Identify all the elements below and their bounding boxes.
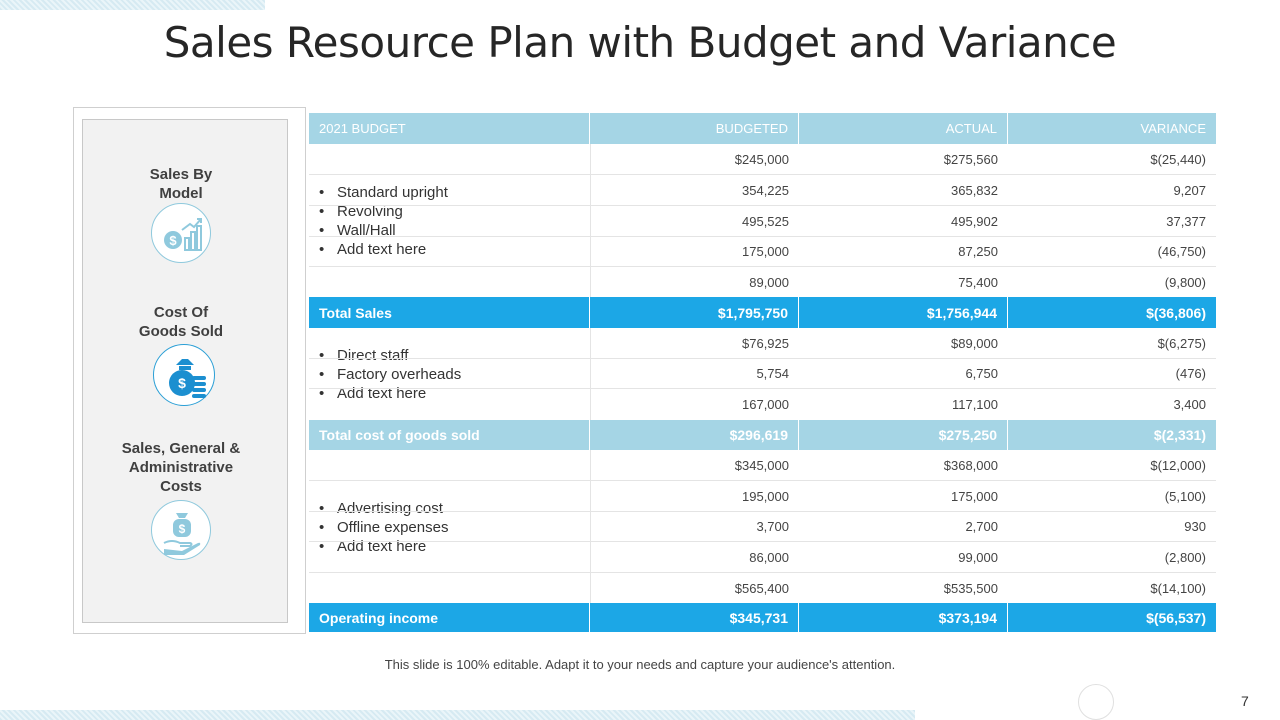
sidebar-label-cogs: Cost Of Goods Sold	[138, 304, 224, 340]
table-row	[309, 359, 1216, 389]
list-item: • Add text here	[319, 240, 448, 259]
total-sales-row	[309, 297, 1216, 328]
money-bag-icon	[153, 344, 215, 406]
budgeted-cell: $345,000	[590, 450, 799, 480]
list-item: • Add text here	[319, 537, 448, 556]
list-item: • Add text here	[319, 384, 461, 403]
budgeted-cell: $245,000	[590, 144, 799, 174]
budgeted-cell: 89,000	[590, 267, 799, 297]
svg-text:$: $	[169, 233, 177, 248]
table-row	[309, 481, 1216, 512]
total-budgeted: $1,795,750	[590, 297, 799, 328]
sidebar-label-sga: Sales, General & Administrative Costs	[121, 440, 241, 495]
table-row	[309, 573, 1216, 603]
table-row	[309, 206, 1216, 237]
actual-cell: 495,902	[951, 213, 998, 229]
actual-cell: $275,560	[943, 151, 998, 167]
table-row	[309, 144, 1216, 175]
header-actual: ACTUAL	[799, 113, 1008, 144]
page-circle-decoration	[1078, 684, 1114, 720]
budgeted-cell: 167,000	[590, 389, 799, 420]
variance-cell: 9,207	[1173, 182, 1206, 198]
variance-cell: 3,400	[1173, 397, 1206, 412]
variance-cell: $(12,000)	[1150, 457, 1206, 473]
variance-cell: (46,750)	[1157, 244, 1206, 259]
bottom-decorative-stripe	[0, 710, 915, 720]
total-variance: $(36,806)	[1146, 304, 1206, 321]
total-variance: $(56,537)	[1146, 609, 1206, 626]
header-budgeted: BUDGETED	[590, 113, 799, 144]
table-row	[309, 389, 1216, 420]
page-number: 7	[1241, 693, 1249, 709]
budgeted-cell: 175,000	[590, 237, 799, 266]
total-variance: $(2,331)	[1153, 427, 1206, 443]
budgeted-cell: 86,000	[590, 542, 799, 572]
table-header-row	[309, 113, 1216, 144]
actual-cell: 99,000	[958, 549, 998, 565]
page-title: Sales Resource Plan with Budget and Variance	[163, 18, 1117, 67]
variance-cell: 37,377	[1166, 213, 1206, 229]
actual-cell: 75,400	[958, 274, 998, 290]
actual-cell: 365,832	[951, 182, 998, 198]
variance-cell: $(25,440)	[1150, 151, 1206, 167]
actual-cell: 175,000	[951, 488, 998, 504]
budgeted-cell: 354,225	[590, 175, 799, 205]
header-variance: VARIANCE	[1140, 121, 1206, 136]
total-budgeted: $296,619	[590, 420, 799, 450]
svg-text:$: $	[178, 522, 186, 536]
top-decorative-stripe	[0, 0, 265, 10]
budgeted-cell: 5,754	[590, 359, 799, 388]
table-row	[309, 512, 1216, 542]
list-item: • Standard upright	[319, 183, 448, 202]
total-label: Total cost of goods sold	[309, 420, 590, 450]
variance-cell: (476)	[1175, 366, 1206, 381]
footer-note: This slide is 100% editable. Adapt it to your needs and capture your audience's attention.	[384, 657, 896, 672]
total-budgeted: $345,731	[590, 603, 799, 632]
list-item: • Factory overheads	[319, 365, 461, 384]
total-label: Total Sales	[309, 297, 590, 328]
actual-cell: 87,250	[958, 244, 998, 259]
budgeted-cell: 495,525	[590, 206, 799, 236]
total-label: Operating income	[309, 603, 590, 632]
table-row	[309, 328, 1216, 359]
actual-cell: 6,750	[965, 366, 998, 381]
list-item: • Wall/Hall	[319, 221, 448, 240]
svg-text:$: $	[178, 375, 186, 391]
actual-cell: $368,000	[943, 457, 998, 473]
budgeted-cell: $76,925	[590, 328, 799, 358]
total-actual: $1,756,944	[799, 297, 1008, 328]
total-actual: $275,250	[799, 420, 1008, 450]
sidebar-label-sales-by-model: Sales By Model	[149, 166, 213, 202]
actual-cell: $535,500	[943, 580, 998, 596]
variance-cell: (5,100)	[1164, 488, 1206, 504]
table-row	[309, 450, 1216, 481]
list-item: • Offline expenses	[319, 518, 448, 537]
operating-income-row	[309, 603, 1216, 632]
variance-cell: 930	[1184, 519, 1206, 534]
variance-cell: $(14,100)	[1150, 580, 1206, 596]
list-item: • Advertising cost	[319, 499, 448, 518]
budgeted-cell: $565,400	[590, 573, 799, 603]
header-2021-budget: 2021 BUDGET	[309, 113, 590, 144]
total-cogs-row	[309, 420, 1216, 450]
actual-cell: 117,100	[951, 397, 998, 412]
table-row	[309, 542, 1216, 573]
hand-money-icon	[151, 500, 211, 560]
budgeted-cell: 3,700	[590, 512, 799, 541]
list-item: • Direct staff	[319, 346, 461, 365]
list-item: • Revolving	[319, 202, 448, 221]
budgeted-cell: 195,000	[590, 481, 799, 511]
variance-cell: (9,800)	[1164, 274, 1206, 290]
actual-cell: 2,700	[965, 519, 998, 534]
table-row	[309, 237, 1216, 267]
variance-cell: $(6,275)	[1157, 335, 1206, 351]
variance-cell: (2,800)	[1164, 549, 1206, 565]
sales-chart-icon	[151, 203, 211, 263]
table-row	[309, 175, 1216, 206]
total-actual: $373,194	[799, 603, 1008, 632]
actual-cell: $89,000	[951, 335, 998, 351]
table-row	[309, 267, 1216, 297]
